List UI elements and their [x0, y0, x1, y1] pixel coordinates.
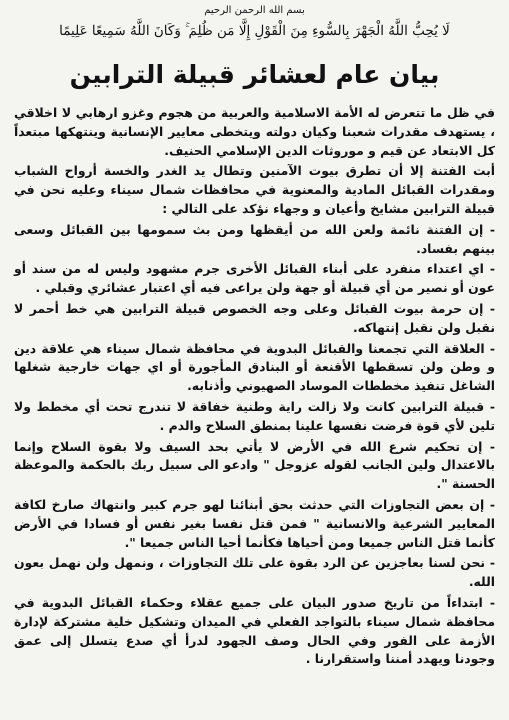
point-individual-assault: - اي اعتداء منفرد على أبناء القبائل الأخرى جرم مشهود وليس له من سند أو عون أو نصير من أي قبيلة أو جهة ولن يراعى فيه أي اعتبار عشائري وقبلي . [14, 261, 495, 296]
paragraph-intro: في ظل ما تتعرض له الأمة الاسلامية والعربية من هجوم وغزو ارهابي لا اخلاقي ، يستهدف مقدرات شعبنا وكيان دولته ويتخطى معايير الإنسانية وينتهكها مبتعداً كل الابتعاد عن قيم و موروثات الدين الإسلامي الحنيف. [14, 105, 495, 158]
point-home-sanctity: - إن حرمة بيوت القبائل وعلى وجه الخصوص قبيلة الترابين هي خط أحمر لا نقبل ولن نقبل إنتهاكه. [14, 300, 495, 335]
point-violations: - إن بعض التجاوزات التي حدثت بحق أبنائنا لهو جرم كبير وانتهاك صارخ لكافة المعايير الشرعية والانسانية " فمن قتل نفسا بغير نفس أو فسادا في الأرض كأنما قتل الناس جميعا ومن أحياها فكأنما أحيا الناس جميعا ". [14, 496, 495, 550]
point-fitna: - إن الفتنة نائمة ولعن الله من أيقظها ومن بث سمومها بين القبائل وسعى بينهم بفساد. [14, 221, 495, 256]
point-response: - نحن لسنا بعاجزين عن الرد بقوة على تلك التجاوزات ، ونمهل ولن نهمل بعون الله. [14, 555, 495, 590]
document-body [14, 104, 495, 669]
point-national-banner: - قبيلة الترابين كانت ولا زالت راية وطنية خفاقة لا تندرج تحت أي مخطط ولا تلين لأي قوة فرضت نفسها علينا بمنطق السلاح والدم . [14, 398, 495, 433]
document-title: بيان عام لعشائر قبيلة الترابين [69, 60, 440, 89]
quran-verse: لَا يُحِبُّ اللَّهُ الْجَهْرَ بِالسُّوءِ مِنَ الْقَوْلِ إِلَّا مَن ظُلِمَ ۚ وَكَانَ اللَّهُ سَمِيعًا عَلِيمًا [59, 23, 450, 39]
point-sharia-moderation: - إن تحكيم شرع الله في الأرض لا يأتي بحد السيف ولا بقوة السلاح وإنما بالاعتدال ولين الجانب لقوله عزوجل " وادعو الى سبيل ربك بالحكمة والموعظة الحسنة ". [14, 438, 495, 492]
point-tribal-relations: - العلاقة التي تجمعنا والقبائل البدوية في محافظة شمال سيناء هي علاقة دين و وطن ولن تسقطها الأقنعة أو البنادق المأجورة أو اي جهات خارجية شغلها الشاغل تنفيذ مخططات الموساد الصهيوني وأذنابه. [14, 340, 495, 394]
paragraph-context: أبت الفتنة إلا أن تطرق بيوت الآمنين وتطال يد الغدر والخسة أرواح الشباب ومقدرات القبائل المادية والمعنوية في محافظات شمال سيناء وعليه نحن في قبيلة الترابين مشايخ وأعيان و وجهاء نؤكد على التالي : [14, 163, 495, 216]
basmala: بسم الله الرحمن الرحيم [204, 5, 305, 16]
point-crisis-cell: - ابتداءاً من تاريخ صدور البيان على جميع عقلاء وحكماء القبائل البدوية في محافظة شمال سيناء بالتواجد الفعلي في الميدان وتشكيل خلية مشتركة لإدارة الأزمة على الفور وفي الحال وصف الجهود لدرأ أي صدع يتسلل إلى عمق وجودنا ويهدد أمننا واستقرارنا . [14, 594, 495, 667]
